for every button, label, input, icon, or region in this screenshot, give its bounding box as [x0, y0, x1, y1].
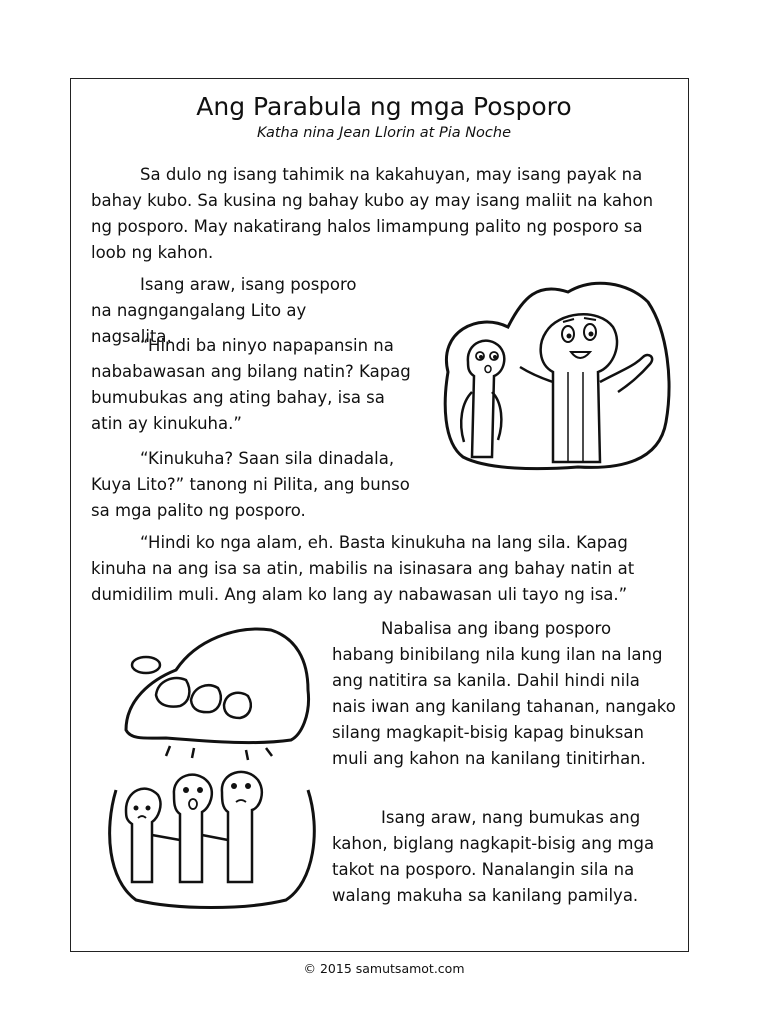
paragraph-2: Isang araw, isang posporo na nagngangalang Lito ay nagsalita. [91, 275, 357, 346]
paragraph-6: Nabalisa ang ibang posporo habang binibilang nila kung ilan na lang ang natitira sa kanila. Dahil hindi nila nais iwan ang kanilang tahanan, nangako silang magkapit-bisig kapag binuksan muli ang kahon na kanilang tinitirhan. [332, 619, 676, 768]
story-byline: Katha nina Jean Llorin at Pia Noche [256, 125, 512, 141]
paragraph-5: “Hindi ko nga alam, eh. Basta kinukuha na lang sila. Kapag kinuha na ang isa sa atin, mabilis na isinasara ang bahay natin at dumidilim muli. Ang alam ko lang ay nabawasan uli tayo ng isa.” [91, 533, 635, 604]
paragraph-4: “Kinukuha? Saan sila dinadala, Kuya Lito?” tanong ni Pilita, ang bunso sa mga palito ng posporo. [91, 449, 410, 520]
hand-and-matchsticks-illustration [96, 620, 328, 910]
matchsticks-talking-illustration [428, 272, 678, 472]
paragraph-1: Sa dulo ng isang tahimik na kakahuyan, may isang payak na bahay kubo. Sa kusina ng bahay kubo ay may isang maliit na kahon ng posporo. May nakatirang halos limampung palito ng posporo sa loob ng kahon. [91, 165, 654, 262]
copyright-footer: © 2015 samutsamot.com [303, 961, 465, 976]
story-title: Ang Parabula ng mga Posporo [196, 92, 572, 121]
paragraph-7: Isang araw, nang bumukas ang kahon, biglang nagkapit-bisig ang mga takot na posporo. Nanalangin sila na walang makuha sa kanilang pamilya. [332, 808, 655, 905]
paragraph-3: “Hindi ba ninyo napapansin na nababawasan ang bilang natin? Kapag bumubukas ang ating bahay, isa sa atin ay kinukuha.” [91, 336, 411, 433]
